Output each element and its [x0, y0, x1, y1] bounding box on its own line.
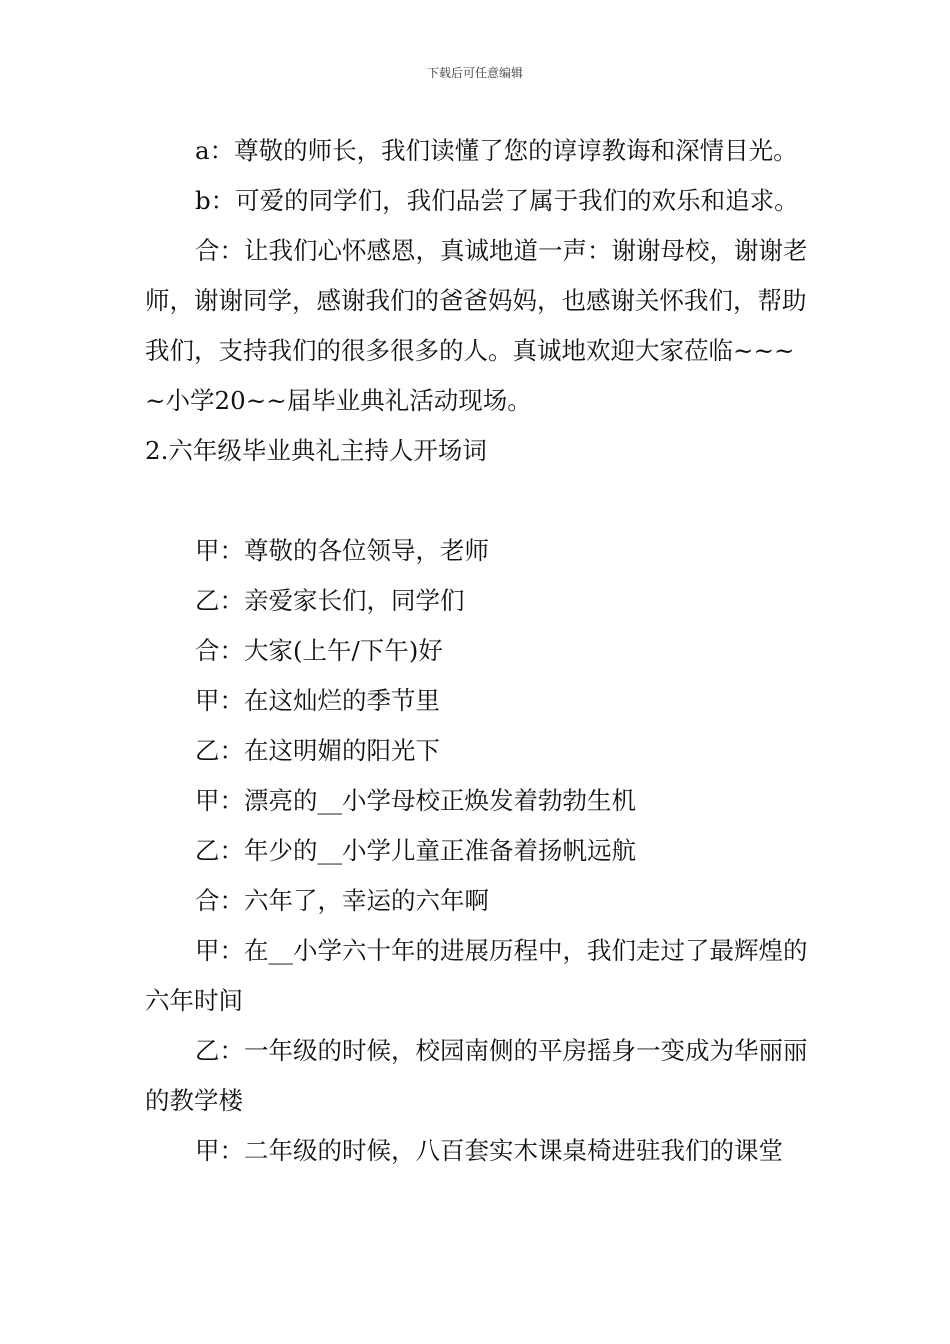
document-body [145, 126, 810, 1176]
paragraph-b-line: b：可爱的同学们，我们品尝了属于我们的欢乐和追求。 [195, 186, 799, 215]
paragraph-a-line: a：尊敬的师长，我们读懂了您的谆谆教诲和深情目光。 [195, 136, 798, 165]
script-line: 乙：一年级的时候，校园南侧的平房摇身一变成为华丽丽的教学楼 [145, 1036, 808, 1115]
script-line: 甲：漂亮的__小学母校正焕发着勃勃生机 [195, 786, 636, 815]
blank-line [145, 476, 810, 526]
script-line: 乙：亲爱家长们，同学们 [195, 586, 465, 615]
script-line: 甲：二年级的时候，八百套实木课桌椅进驻我们的课堂 [195, 1136, 783, 1165]
script-line: 甲：尊敬的各位领导，老师 [195, 536, 489, 565]
script-line: 乙：年少的__小学儿童正准备着扬帆远航 [195, 836, 636, 865]
section-heading: 2.六年级毕业典礼主持人开场词 [145, 436, 487, 465]
script-line: 乙：在这明媚的阳光下 [195, 736, 440, 765]
script-line: 甲：在__小学六十年的进展历程中，我们走过了最辉煌的六年时间 [145, 936, 808, 1015]
script-line: 合：大家(上午/下午)好 [195, 636, 443, 665]
page-header-note: 下载后可任意编辑 [426, 66, 523, 80]
script-line: 合：六年了，幸运的六年啊 [195, 886, 489, 915]
script-line: 甲：在这灿烂的季节里 [195, 686, 440, 715]
paragraph-together-line: 合：让我们心怀感恩，真诚地道一声：谢谢母校，谢谢老师，谢谢同学，感谢我们的爸爸妈妈，也感谢关怀我们，帮助我们，支持我们的很多很多的人。真诚地欢迎大家莅临~~~~小学20~~届毕业典礼活动现场。 [145, 236, 808, 415]
